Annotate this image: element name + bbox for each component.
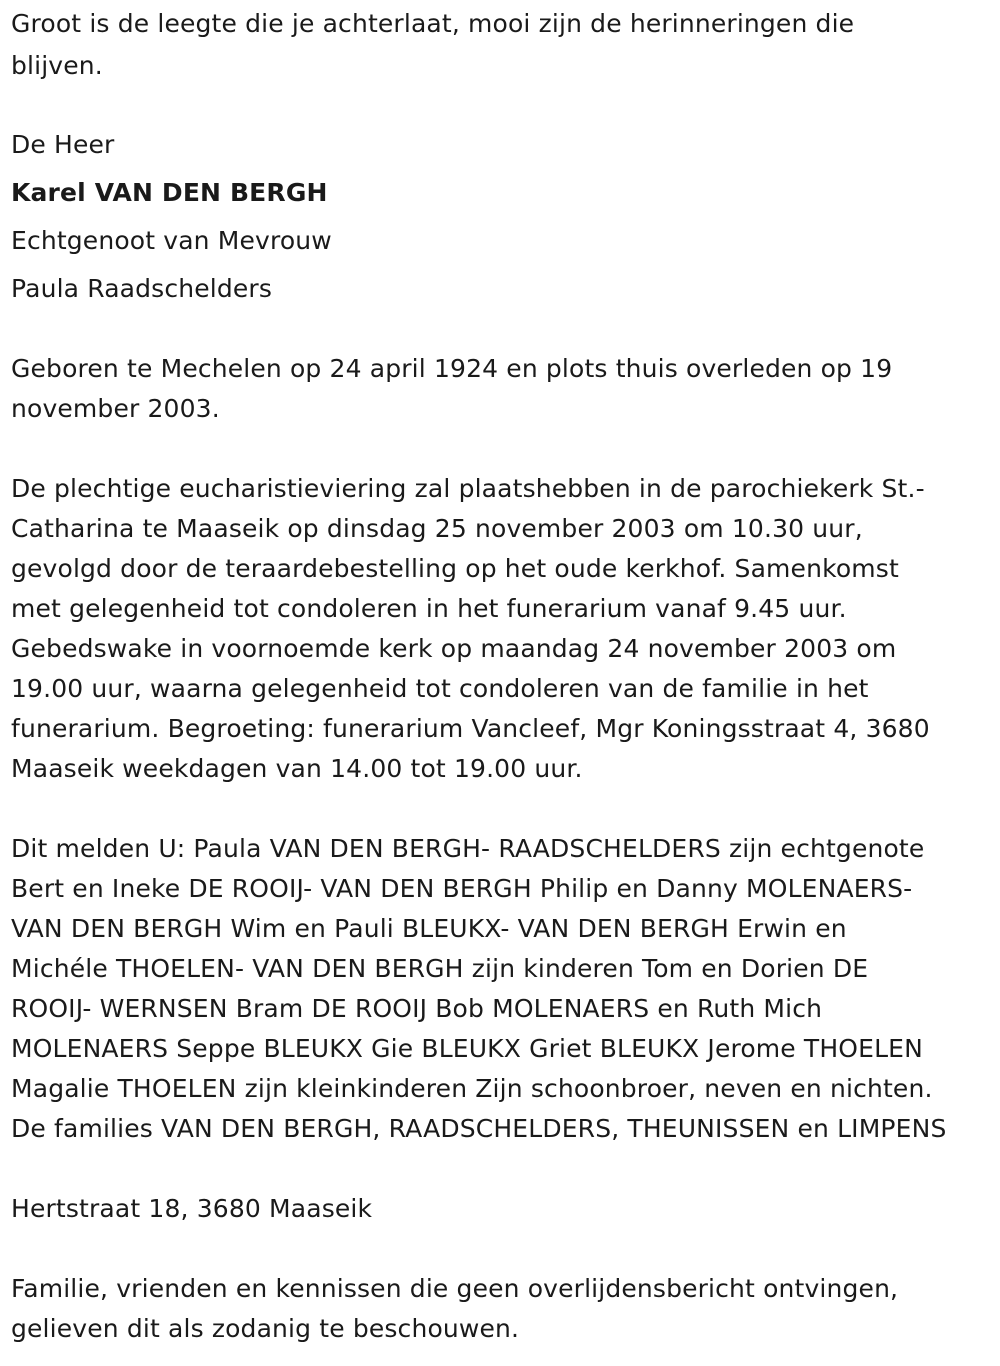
family-line: Michéle THOELEN- VAN DEN BERGH zijn kinderen Tom en Dorien DE [11,954,869,983]
birth-death-line-1: Geboren te Mechelen op 24 april 1924 en plots thuis overleden op 19 [11,354,893,383]
intro-line-1: Groot is de leegte die je achterlaat, mooi zijn de herinneringen die [11,9,855,38]
ceremony-line: funerarium. Begroeting: funerarium Vancleef, Mgr Koningsstraat 4, 3680 [11,714,930,743]
closing-line-2: gelieven dit als zodanig te beschouwen. [11,1314,520,1343]
spouse-name: Paula Raadschelders [11,274,273,303]
ceremony-line: met gelegenheid tot condoleren in het funerarium vanaf 9.45 uur. [11,594,847,623]
family-line: Magalie THOELEN zijn kleinkinderen Zijn schoonbroer, neven en nichten. [11,1074,933,1103]
family-line: Dit melden U: Paula VAN DEN BERGH- RAADSCHELDERS zijn echtgenote [11,834,925,863]
ceremony-line: De plechtige eucharistieviering zal plaatshebben in de parochiekerk St.- [11,474,925,503]
ceremony-line: Maaseik weekdagen van 14.00 tot 19.00 uur. [11,754,583,783]
deceased-name: Karel VAN DEN BERGH [11,178,328,207]
intro-line-2: blijven. [11,51,103,80]
ceremony-line: Catharina te Maaseik op dinsdag 25 november 2003 om 10.30 uur, [11,514,863,543]
spouse-intro: Echtgenoot van Mevrouw [11,226,332,255]
family-line: ROOIJ- WERNSEN Bram DE ROOIJ Bob MOLENAERS en Ruth Mich [11,994,823,1023]
family-line: De families VAN DEN BERGH, RAADSCHELDERS, THEUNISSEN en LIMPENS [11,1114,947,1143]
family-line: VAN DEN BERGH Wim en Pauli BLEUKX- VAN DEN BERGH Erwin en [11,914,847,943]
ceremony-line: 19.00 uur, waarna gelegenheid tot condoleren van de familie in het [11,674,869,703]
family-line: Bert en Ineke DE ROOIJ- VAN DEN BERGH Philip en Danny MOLENAERS- [11,874,913,903]
closing-line-1: Familie, vrienden en kennissen die geen overlijdensbericht ontvingen, [11,1274,899,1303]
family-line: MOLENAERS Seppe BLEUKX Gie BLEUKX Griet BLEUKX Jerome THOELEN [11,1034,923,1063]
home-address: Hertstraat 18, 3680 Maaseik [11,1194,373,1223]
ceremony-line: gevolgd door de teraardebestelling op het oude kerkhof. Samenkomst [11,554,899,583]
ceremony-line: Gebedswake in voornoemde kerk op maandag 24 november 2003 om [11,634,897,663]
birth-death-line-2: november 2003. [11,394,220,423]
salutation: De Heer [11,130,115,159]
